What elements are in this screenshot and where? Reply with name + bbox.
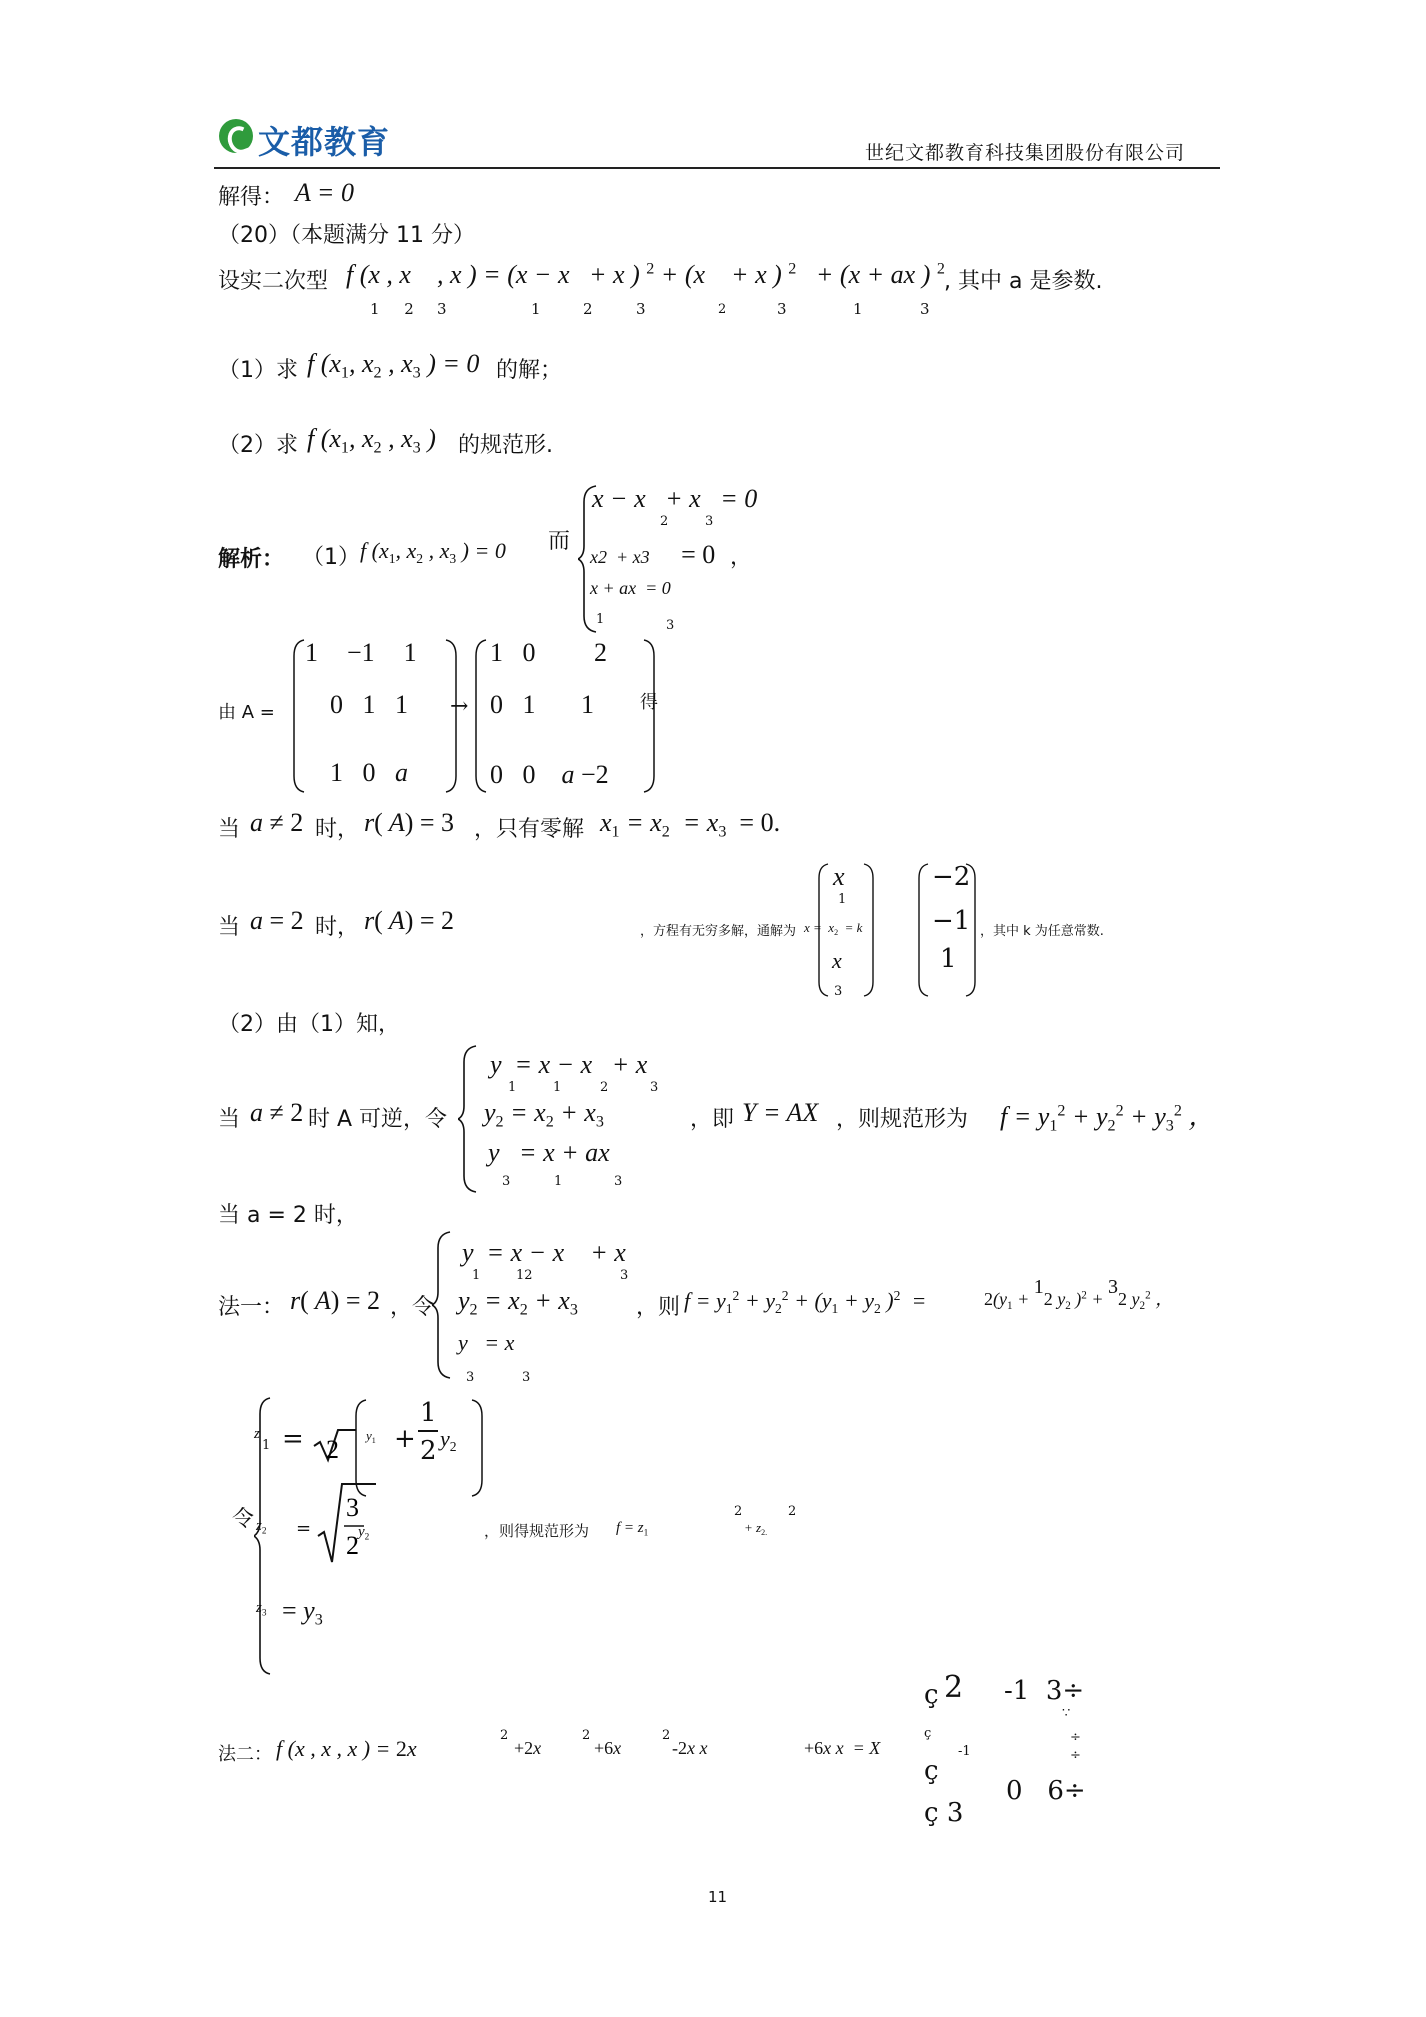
f-equals-zero: f ($x_1$, $x_2$ , $x_3$ ) = 0 <box>307 349 480 382</box>
svg-text:3: 3 <box>346 1493 359 1522</box>
sub-question-1: （1）求 <box>218 358 298 383</box>
by-A-label: 由 A = <box>218 702 275 723</box>
svg-text:2: 2 <box>346 1531 359 1560</box>
sqrt-2 <box>312 1424 356 1464</box>
question-title: （20）（本题满分 11 分） <box>218 223 475 248</box>
part-2-heading: （2）由（1）知， <box>218 1012 400 1037</box>
company-name: 世纪文都教育科技集团股份有限公司 <box>865 142 1186 164</box>
question-tail: , 其中 a 是参数. <box>944 269 1103 294</box>
sqrt-three-halves <box>316 1480 380 1566</box>
svg-text:2: 2 <box>326 1435 339 1464</box>
page-number: 11 <box>708 1888 728 1906</box>
quadratic-form-formula: f (x , x , x ) = (x − x + x ) $^2$ + (x + x ) $^2$ + (x + ax ) $^2$ <box>346 260 945 289</box>
vector-x <box>816 860 876 1000</box>
header-divider <box>214 167 1220 169</box>
logo-icon <box>219 119 253 153</box>
solution-result: A = 0 <box>295 178 354 207</box>
question-intro: 设实二次型 <box>218 269 329 294</box>
method-1-label: 法一： <box>218 1295 285 1320</box>
arrow-icon: → <box>450 694 469 719</box>
method-2-label: 法二： <box>218 1744 272 1765</box>
subscripts-row: 1 2 <box>370 300 424 318</box>
sub-question-2: （2）求 <box>218 433 298 458</box>
logo-text: 文都教育 <box>258 123 391 161</box>
solution-label: 解得： <box>218 185 285 210</box>
analysis-label: 解析： <box>218 547 285 572</box>
